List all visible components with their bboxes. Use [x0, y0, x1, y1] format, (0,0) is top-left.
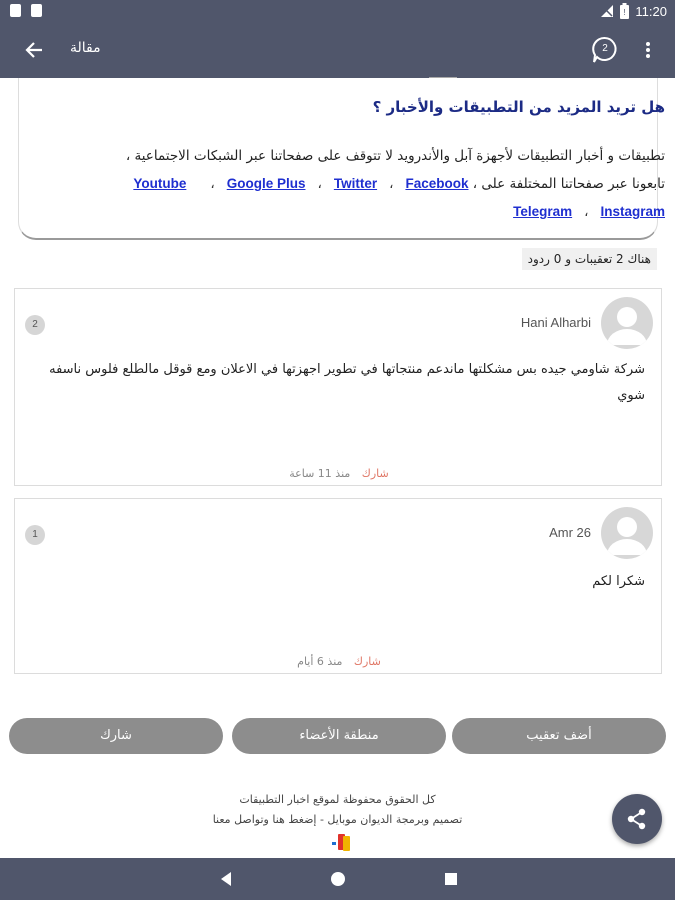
comment-number-badge: 1 — [25, 525, 45, 545]
copyright-text: كل الحقوق محفوظة لموقع اخبار التطبيقات — [239, 793, 436, 806]
comments-button[interactable] — [591, 36, 619, 64]
comment-author[interactable]: Amr 26 — [549, 525, 591, 540]
share-button[interactable]: شارك — [9, 718, 223, 754]
notification-icon — [31, 4, 42, 17]
nav-home-icon — [327, 868, 349, 890]
comment-text: شكرا لكم — [592, 574, 645, 589]
article-paragraph — [25, 142, 665, 226]
signal-icon — [600, 4, 614, 18]
comment-share-link[interactable]: شارك — [361, 467, 389, 480]
comment-meta — [15, 655, 663, 668]
article-line-2: تابعونا عبر صفحاتنا المختلفة على ، Youtube ، Google Plus ، Twitter ، Facebook — [133, 176, 665, 192]
comment-time: منذ 11 ساعة — [289, 467, 351, 480]
add-comment-button[interactable]: أضف تعقيب — [452, 718, 666, 754]
comment-share-link[interactable]: شارك — [353, 655, 381, 668]
article-line-3: Telegram ، Instagram — [513, 204, 665, 220]
battery-icon — [620, 3, 629, 19]
nav-recents-icon — [440, 868, 462, 890]
comment-card — [14, 288, 662, 486]
share-icon — [612, 794, 662, 844]
twitter-link[interactable]: Twitter — [333, 176, 378, 191]
system-nav-bar — [0, 858, 675, 900]
nav-recents-button[interactable] — [440, 868, 462, 890]
sd-card-icon — [10, 4, 21, 17]
comment-time: منذ 6 أيام — [297, 655, 343, 668]
arrow-back-icon — [24, 40, 44, 60]
comments-summary: هناك 2 تعقيبات و 0 ردود — [522, 248, 657, 270]
user-avatar-icon — [601, 507, 653, 559]
clock: 11:20 — [635, 3, 667, 19]
comment-count: 2 — [602, 43, 608, 54]
back-button[interactable] — [20, 36, 48, 64]
avatar[interactable] — [601, 507, 653, 559]
developer-logo — [324, 834, 352, 852]
article-line-2-prefix: تابعونا عبر صفحاتنا المختلفة على ، — [472, 176, 665, 192]
overflow-menu-button[interactable] — [640, 37, 656, 63]
youtube-link[interactable]: Youtube — [133, 176, 187, 191]
comment-card — [14, 498, 662, 674]
members-area-button[interactable]: منطقة الأعضاء — [232, 718, 446, 754]
content — [0, 78, 675, 860]
status-bar — [0, 0, 675, 24]
instagram-link[interactable]: Instagram — [600, 204, 665, 219]
comment-author[interactable]: Hani Alharbi — [520, 315, 591, 330]
developer-credit-link[interactable]: تصميم وبرمجة الديوان موبايل - إضغط هنا وتواصل معنا — [212, 813, 463, 826]
article-line-1: تطبيقات و أخبار التطبيقات لأجهزة آبل والأندرويد لا تتوقف على صفحاتنا عبر الشبكات الاجتماعية ، — [125, 148, 665, 164]
facebook-link[interactable]: Facebook — [405, 176, 469, 191]
footer — [0, 790, 675, 859]
avatar[interactable] — [601, 297, 653, 349]
action-buttons — [0, 718, 675, 758]
nav-home-button[interactable] — [327, 868, 349, 890]
nav-back-button[interactable] — [215, 868, 237, 890]
comment-text: شركة شاومي جيده بس مشكلتها ماندعم منتجاتها في تطوير اجهزتها في الاعلان ومع قوقل مالطلع فلوس ناسفه شوي — [49, 362, 645, 403]
share-fab[interactable] — [612, 794, 662, 844]
phones-logo-icon — [324, 834, 352, 852]
comment-number-badge: 2 — [25, 315, 45, 335]
comment-meta — [15, 467, 663, 480]
telegram-link[interactable]: Telegram — [513, 204, 573, 219]
app-bar — [0, 24, 675, 78]
svg-text:!: ! — [623, 8, 627, 17]
user-avatar-icon — [601, 297, 653, 349]
divider — [429, 74, 457, 78]
page-title: مقالة — [70, 40, 101, 56]
nav-back-icon — [215, 868, 237, 890]
article-heading: هل تريد المزيد من التطبيقات والأخبار ؟ — [372, 98, 665, 116]
google-plus-link[interactable]: Google Plus — [226, 176, 306, 191]
more-vertical-icon — [645, 41, 651, 59]
